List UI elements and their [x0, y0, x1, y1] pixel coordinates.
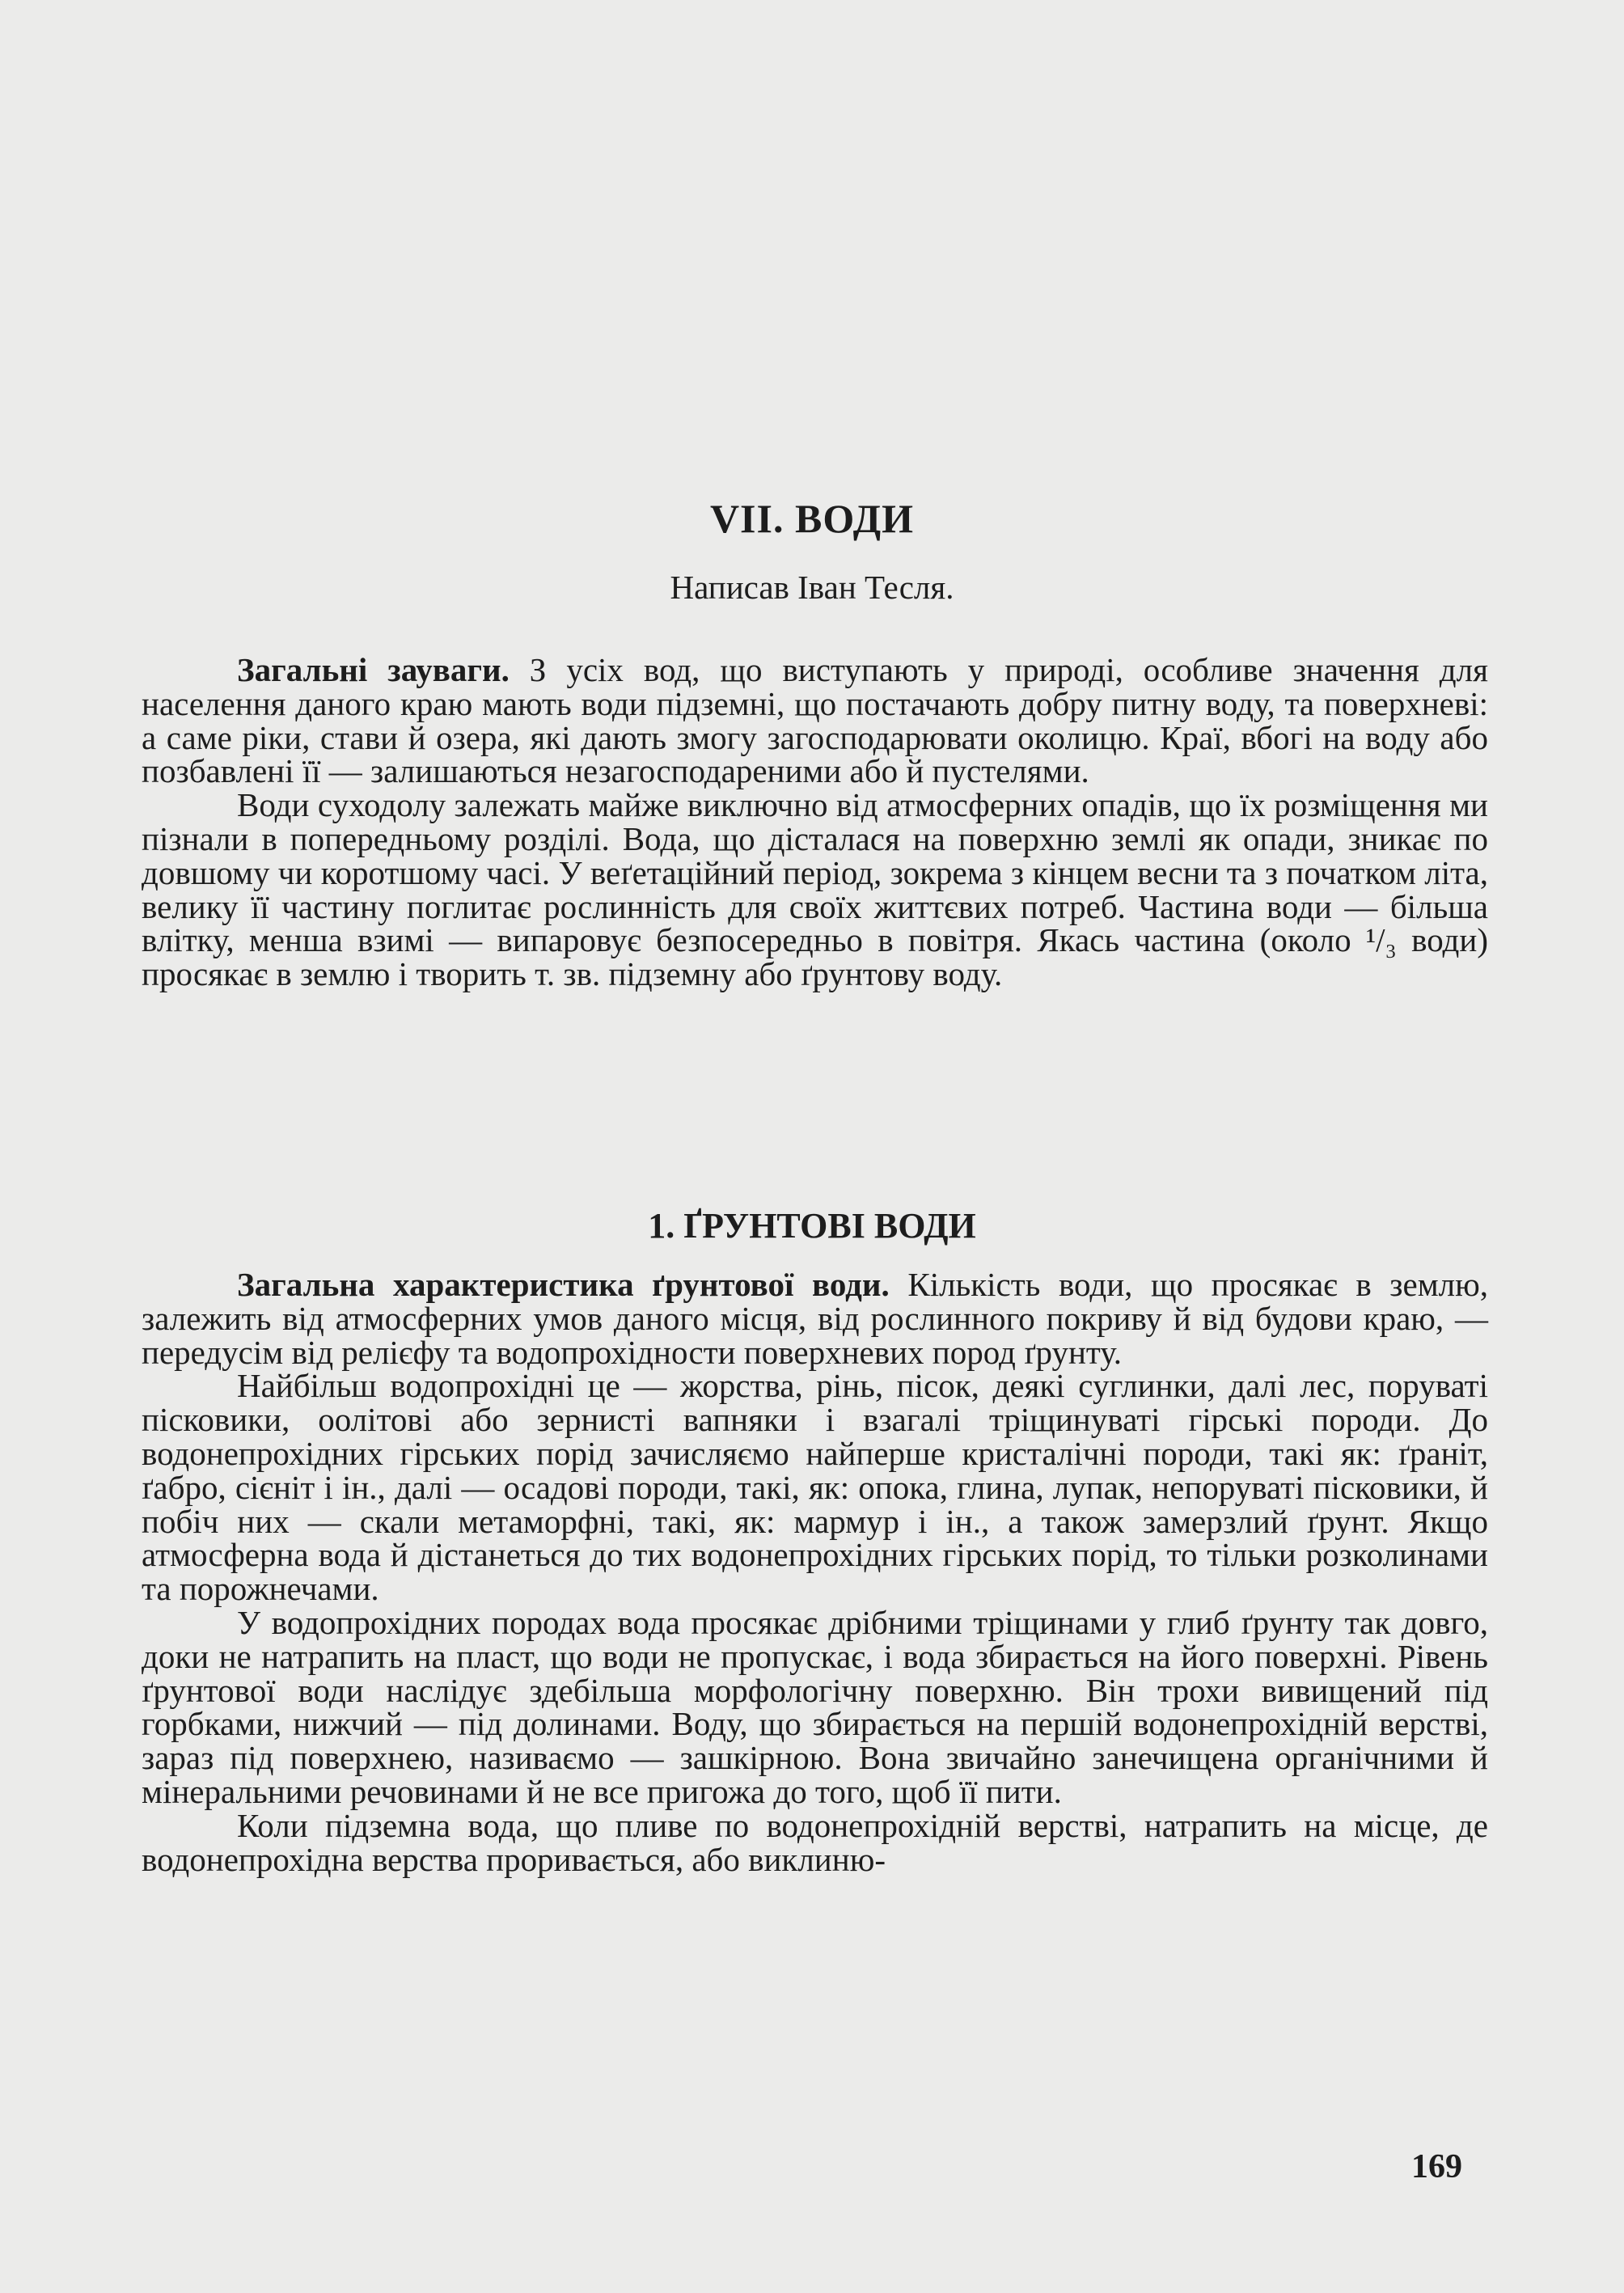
paragraph-land-waters [142, 786, 1489, 993]
paragraph-text: води) просякає в землю і творить т. зв. підземну або ґрунтову воду. [142, 921, 1489, 993]
paragraph-lead: Загальні зауваги. [237, 651, 510, 688]
paragraph-permeable-rocks: Найбільш водопрохідні це — жорства, рінь, пісок, деякі суглинки, далі лес, поруваті пісковики, оолітові або зернисті вапняки і взагалі тріщинуваті гірські породи. До водонепрохідних гірських порід зачисляємо найперше кристалічні породи, такі як: ґраніт, ґабро, сієніт і ін., далі — осадові породи, такі, як: опока, глина, лупак, непоруваті пісковики, й побіч них — скали метаморфні, такі, як: мармур і ін., а також замерзлий ґрунт. Якщо атмосферна вода й дістанеться до тих водонепрохідних гірських порід, то тільки розколинами та порожнечами. [142, 1367, 1488, 1608]
fraction: ¹/₃ [1365, 921, 1397, 959]
paragraph-text: Кількість води, що просякає в землю, залежить від атмосферних умов даного місця, від рослинного покриву й від будови краю, — передусім від релієфу та водопрохідности поверхневих пород ґрунту. [142, 1266, 1488, 1371]
paragraph-general-remarks [142, 651, 1488, 790]
paragraph-groundwater-characteristics [142, 1268, 1488, 1369]
paragraph-water-level: У водопрохідних породах вода просякає дрібними тріщинами у глиб ґрунту так довго, доки не натрапить на пласт, що води не пропускає, і вода збирається на його поверхні. Рівень ґрунтової води наслідує здебільша морфологічну поверхню. Він трохи вивищений під горбками, нижчий — під долинами. Воду, що збирається на першій водонепрохідній верстві, зараз під поверхнею, називаємо — зашкірною. Вона звичайно занечищена органічними й мінеральними речовинами й не все пригожа до того, щоб її пити. [142, 1603, 1488, 1810]
chapter-author: Написав Іван Тесля. [670, 569, 954, 606]
page-number: 169 [1411, 2148, 1462, 2185]
groundwater-block [142, 1268, 1488, 1876]
paragraph-text: Води суходолу залежать майже виключно від атмосферних опадів, що їх розміщення ми пізнали в попередньому розділі. Вода, що дісталася на поверхню землі як опади, зникає по довшому чи коротшому часі. У веґетаційний період, зокрема з кінцем весни та з початком літа, велику її частину поглитає рослинність для своїх життєвих потреб. Частина води — більша влітку, менша взимі — випаровує безпосередньо в повітря. Якась частина (около [142, 786, 1488, 959]
chapter-title: VII. ВОДИ [709, 496, 915, 541]
paragraph-springs: Коли підземна вода, що пливе по водонепрохідній верстві, натрапить на місце, де водонепрохідна верства проривається, або виклиню- [142, 1806, 1488, 1878]
paragraph-lead: Загальна характеристика ґрунтової води. [237, 1266, 890, 1303]
paragraph-text: З усіх вод, що виступають у природі, особливе значення для населення даного краю мають води підземні, що постачають добру питну воду, та поверхневі: а саме ріки, стави й озера, які дають змогу загосподарювати околицю. Краї, вбогі на воду або позбавлені її — залишаються незагосподареними або й пустелями. [142, 651, 1488, 790]
section-title: 1. ҐРУНТОВІ ВОДИ [648, 1206, 976, 1246]
general-remarks-block [142, 651, 1489, 993]
